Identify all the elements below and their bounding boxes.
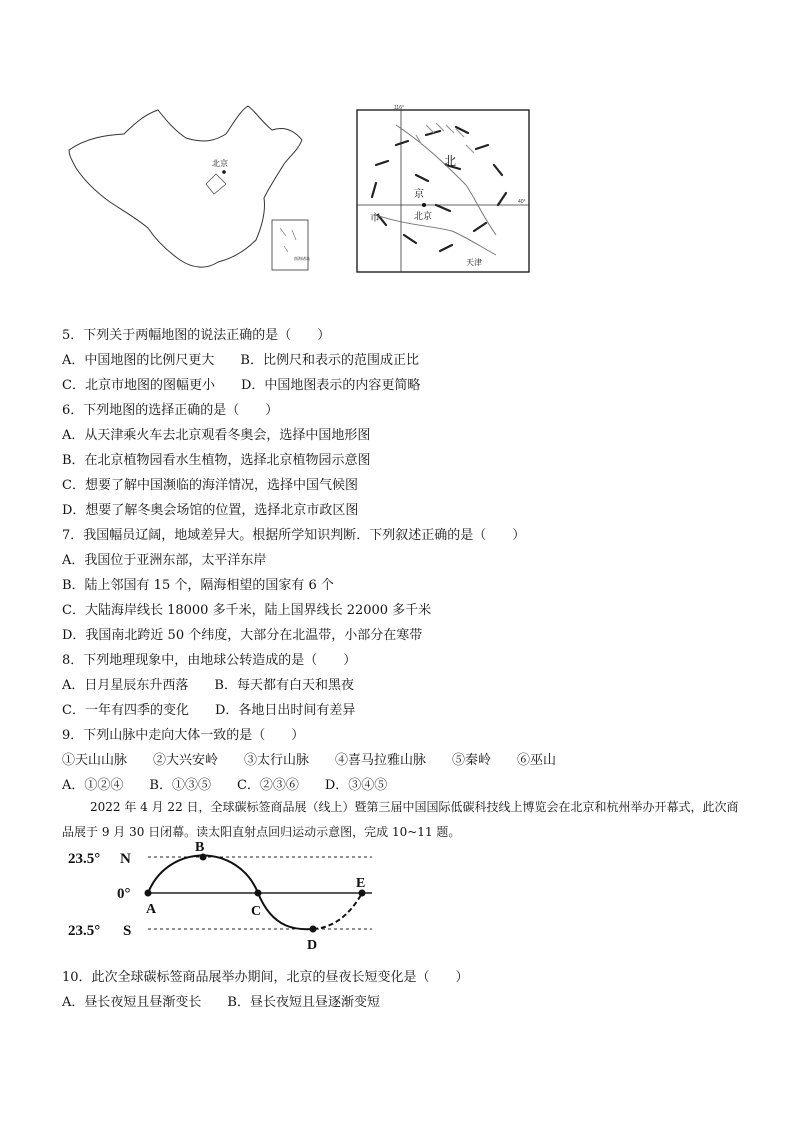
q5-options-ab: A．中国地图的比例尺更大 B．比例尺和表示的范围成正比 (62, 353, 419, 368)
city-char-shi: 市 (370, 213, 380, 224)
q10-options-ab: A．昼长夜短且昼渐变长 B．昼长夜短且昼逐渐变短 (62, 995, 380, 1010)
q6-option-d: D．想要了解冬奥会场馆的位置，选择北京市政区图 (62, 503, 359, 518)
china-map (66, 100, 316, 275)
beijing-center-dot (422, 203, 426, 207)
point-a-dot (145, 890, 152, 897)
point-e-label: E (356, 876, 366, 891)
map-figures (66, 100, 526, 280)
china-beijing-label: 北京 (212, 159, 228, 168)
meridian-label: 116° (394, 105, 404, 111)
tianjin-label: 天津 (466, 258, 482, 267)
equator-label: 0° (117, 886, 131, 902)
beijing-city-map (356, 105, 531, 275)
dashed-curve-d-e (313, 893, 362, 929)
point-d-label: D (307, 938, 318, 953)
q8-stem: 8．下列地理现象中，由地球公转造成的是（ ） (62, 653, 357, 668)
q6-option-b: B．在北京植物园看水生植物，选择北京植物园示意图 (62, 453, 371, 468)
q5-options-cd: C．北京市地图的图幅更小 D．中国地图表示的内容更简略 (62, 378, 421, 393)
point-a-label: A (146, 902, 157, 917)
terrain-hatch (416, 123, 474, 153)
north-letter: N (120, 851, 131, 867)
q7-option-d: D．我国南北跨近 50 个纬度，大部分在北温带，小部分在寒带 (62, 628, 423, 643)
q5-stem: 5．下列关于两幅地图的说法正确的是（ ） (62, 328, 331, 343)
point-c-label: C (251, 904, 262, 919)
q7-stem: 7．我国幅员辽阔，地域差异大。根据所学知识判断．下列叙述正确的是（ ） (62, 528, 526, 543)
q6-stem: 6．下列地图的选择正确的是（ ） (62, 403, 279, 418)
district-boundaries (372, 127, 506, 251)
point-d-dot (310, 926, 317, 933)
inner-border (206, 174, 226, 194)
beijing-center-label: 北京 (414, 211, 433, 221)
point-b-label: B (195, 840, 205, 855)
south-letter: S (123, 923, 132, 939)
south-sea-inset (272, 220, 308, 270)
city-char-bei: 北 (444, 154, 457, 168)
lat-north-label: 23.5° (68, 851, 101, 867)
q8-options-ab: A．日月星辰东升西落 B．每天都有白天和黑夜 (62, 678, 354, 693)
south-sea-islands (280, 228, 296, 252)
q6-option-c: C．想要了解中国濒临的海洋情况，选择中国气候图 (62, 478, 358, 493)
q9-options: A．①②④ B．①③⑤ C．②③⑥ D．③④⑤ (62, 778, 388, 793)
passage-text: 2022 年 4 月 22 日，全球碳标签商品展（线上）暨第三届中国国际低碳科技线上博览会在北京和杭州举办开幕式，此次商品展于 9 月 30 日闭幕。读太阳直射点回归运动示意图，完成 10~11 题。 (62, 800, 739, 839)
city-char-jing: 京 (414, 189, 424, 200)
inset-label: 南海诸岛 (294, 256, 310, 261)
q7-option-a: A．我国位于亚洲东部，太平洋东岸 (62, 553, 267, 568)
china-outline (69, 106, 302, 267)
lat-south-label: 23.5° (68, 923, 101, 939)
q7-option-c: C．大陆海岸线长 18000 多千米，陆上国界线长 22000 多千米 (62, 603, 432, 618)
q9-mountain-list: ①天山山脉 ②大兴安岭 ③太行山脉 ④喜马拉雅山脉 ⑤秦岭 ⑥巫山 (62, 753, 557, 768)
parallel-label: 40° (518, 199, 526, 205)
q6-option-a: A．从天津乘火车去北京观看冬奥会，选择中国地形图 (62, 428, 371, 443)
rivers (376, 125, 496, 255)
point-c-dot (255, 890, 262, 897)
q9-stem: 9．下列山脉中走向大体一致的是（ ） (62, 728, 305, 743)
beijing-dot (222, 170, 226, 174)
q7-option-b: B．陆上邻国有 15 个，隔海相望的国家有 6 个 (62, 578, 334, 593)
q10-stem: 10．此次全球碳标签商品展举办期间，北京的昼夜长短变化是（ ） (62, 970, 469, 985)
q8-options-cd: C．一年有四季的变化 D．各地日出时间有差异 (62, 703, 356, 718)
sun-direct-point-diagram (60, 835, 390, 955)
map-frame (357, 110, 529, 272)
